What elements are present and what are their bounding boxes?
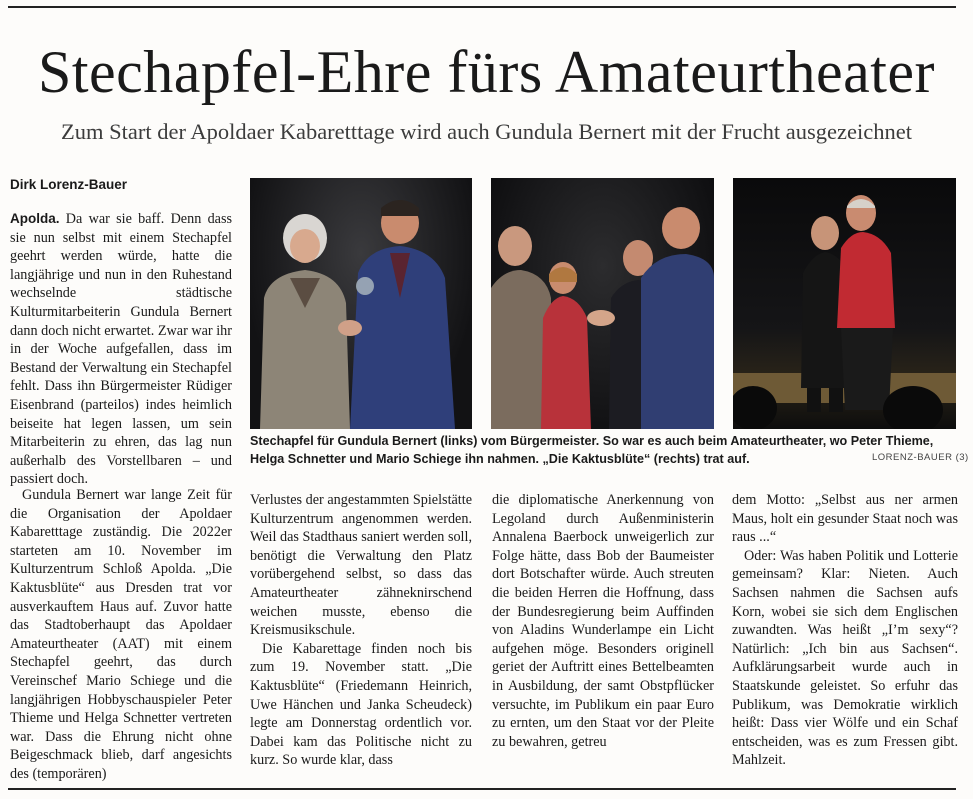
dateline: Apolda.: [10, 211, 60, 226]
paragraph: Die Kabarettage finden noch bis zum 19. November statt. „Die Kaktusblüte“ (Friedemann Heinrich, Uwe Hänchen und Janka Scheudeck) legte am Donnerstag ordentlich vor. Dabei kam das Politische nicht zu kurz. So wurde klar, dass: [250, 640, 472, 769]
photo-credit: LORENZ-BAUER (3): [872, 452, 969, 463]
top-rule: [8, 6, 956, 8]
article-column-1-continued: [10, 486, 232, 784]
paragraph: Gundula Bernert war lange Zeit für die Organisation der Apoldaer Kabaretttage zuständig. Die 2022er starteten am 10. November im Kulturzentrum Schloß Apolda. „Die Kaktusblüte“ aus Dresden trat vor ausverkauftem Haus auf. Zuvor hatte das Stadtoberhaupt das Apoldaer Amateurtheater (AAT) mit einem Stechapfel geehrt, das durch Vereinschef Mario Schiege und die langjährigen Hobbyschauspieler Peter Thieme und Helga Schnetter vertreten war. Dass die Ehrung nicht ohne Beigeschmack blieb, darf angesichts des (temporären): [10, 487, 232, 782]
lead-text: Da war sie baff. Denn dass sie nun selbst mit einem Stechapfel geehrt werden würde, hatte die langjährige und nun in den Ruhestand wechselnde städtische Kulturmitarbeiterin Gundula Bernert dann doch nicht erwartet. Zwar war ihr in der Woche aufgefallen, dass im Bestand der Verwaltung ein Stechapfel fehlt. Dass ihn Bürgermeister Rüdiger Eisenbrand (parteilos) indes heimlich beiseite hat legen lassen, um sein Mitarbeiterin zu ehren, das lag nun außerhalb des Vorstellbaren – und passiert doch.: [10, 211, 232, 488]
photo-bernert-award-illustration: [250, 178, 472, 429]
photo-bernert-award: [250, 178, 472, 429]
photo-amateurtheater-illustration: [491, 178, 714, 429]
photo-amateurtheater-award: [491, 178, 714, 429]
subheadline: Zum Start der Apoldaer Kabaretttage wird auch Gundula Bernert mit der Frucht ausgezeichnet: [61, 119, 912, 144]
paragraph: Oder: Was haben Politik und Lotterie gemeinsam? Klar: Nieten. Auch Sachsen nahmen die Sachsen aufs Korn, wobei sie sich dem Englischen zuwandten. Was heißt „I’m sexy“? Natürlich: „Ich bin aus Sachsen“. Aufklärungsarbeit wurde auch in Staatskunde geleistet. So erfuhr das Publikum, was Demokratie wirklich heißt: Dass vier Wölfe und ein Schaf entscheiden, was es zum Fressen gibt. Mahlzeit.: [732, 547, 958, 769]
article-column-1: [10, 210, 232, 489]
article-column-2: [250, 491, 472, 770]
photo-kaktusbluete-illustration: [733, 178, 956, 429]
photo-caption: Stechapfel für Gundula Bernert (links) vom Bürgermeister. So war es auch beim Amateurtheater, wo Peter Thieme, Helga Schnetter und Mario Schiege ihn nahmen. „Die Kaktusblüte“ (rechts) trat auf.: [250, 434, 934, 466]
paragraph: dem Motto: „Selbst aus ner armen Maus, holt ein gesunder Staat noch was raus ...“: [732, 492, 958, 546]
author-byline: Dirk Lorenz-Bauer: [10, 177, 128, 192]
headline: Stechapfel-Ehre fürs Amateurtheater: [37, 39, 936, 105]
article-column-3: [492, 491, 714, 751]
paragraph: Verlustes der angestammten Spielstätte Kulturzentrum angenommen werden. Weil das Stadthaus saniert werden soll, benötigt die Verwaltung den Platz vorübergehend selbst, so dass das Amateurtheater zähneknirschend weichen musste, ebenso die Kreismusikschule.: [250, 492, 472, 639]
bottom-rule: [8, 788, 956, 790]
article-column-4: [732, 491, 958, 770]
paragraph: die diplomatische Anerkennung von Legoland durch Außenministerin Annalena Baerbock unweigerlich zur Folge hätte, dass Bob der Baumeister dort Botschafter würde. Auch streuten die beiden Herren die Hoffnung, dass der Bundesregierung beim Auffinden von Aladins Wunderlampe ein Licht aufgehen möge. Besonders originell geriet der Auftritt eines Bettelbeamten in Ausbildung, der samt Obstpflücker versuchte, im Publikum ein paar Euro zu ernten, um den Staat vor der Pleite zu bewahren, getreu: [492, 492, 714, 750]
photo-kaktusbluete: [733, 178, 956, 429]
